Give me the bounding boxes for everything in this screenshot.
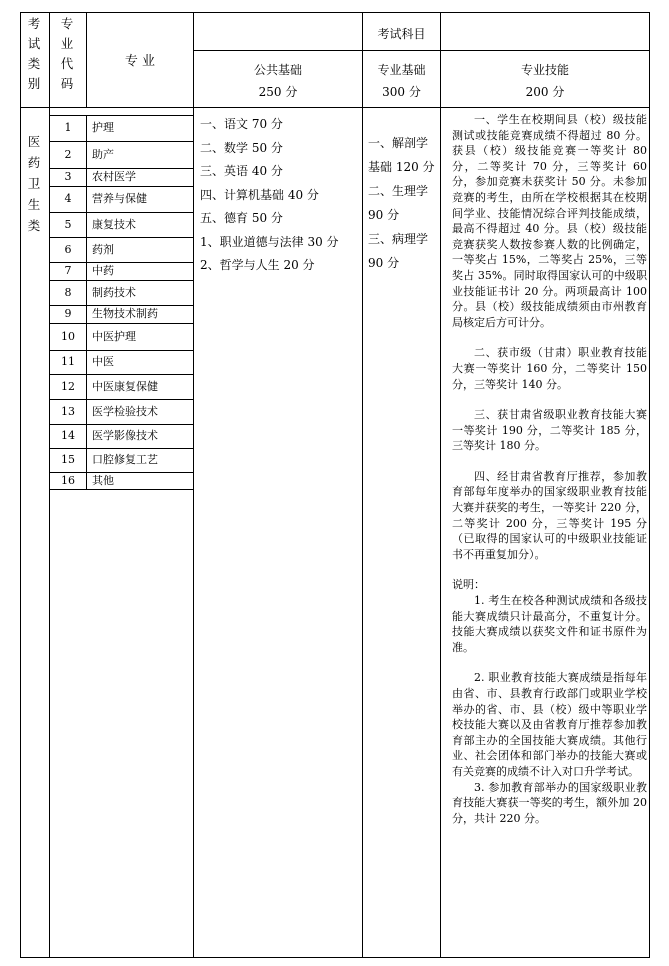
- major-name: 农村医学: [92, 170, 136, 183]
- major-code: 3: [64, 170, 72, 183]
- professional-base-header: 专业基础: [377, 63, 426, 77]
- major-code: 14: [61, 429, 75, 442]
- public-subject: 1、职业道德与法律 30 分: [200, 234, 339, 249]
- major-code: 2: [64, 147, 72, 161]
- major-name: 药剂: [92, 242, 114, 256]
- professional-subject: 90 分: [368, 256, 400, 270]
- skill-rule-3: 三、获甘肃省级职业教育技能大赛一等奖计 190 分，二等奖计 185 分，三等奖计 180 分。: [452, 408, 647, 453]
- major-name: 中药: [92, 264, 114, 277]
- professional-subject: 一、解剖学: [368, 136, 429, 150]
- public-subject: 一、语文 70 分: [200, 117, 283, 131]
- public-subject: 五、德育 50 分: [200, 211, 283, 225]
- major-name: 助产: [92, 147, 114, 161]
- major-name: 护理: [92, 121, 114, 134]
- major-code: 5: [64, 217, 72, 231]
- subjects-title: 考试科目: [377, 27, 426, 41]
- major-code: 13: [61, 404, 75, 418]
- professional-subject: 90 分: [368, 208, 400, 222]
- professional-subject: 基础 120 分: [368, 160, 435, 174]
- public-subject: 二、数学 50 分: [200, 140, 283, 155]
- skill-rule-2: 二、获市级（甘肃）职业教育技能大赛一等奖计 160 分，二等奖计 150 分，三等奖计 140 分。: [452, 346, 647, 391]
- major-code: 7: [64, 264, 72, 277]
- major-code: 8: [64, 285, 72, 299]
- major-code: 16: [61, 473, 75, 487]
- major-name: 中医: [92, 355, 114, 368]
- major-code: 1: [64, 121, 72, 134]
- public-subject: 四、计算机基础 40 分: [200, 187, 319, 202]
- professional-base-score: 300 分: [382, 85, 421, 99]
- major-name: 其他: [92, 473, 114, 487]
- major-code: 10: [61, 329, 75, 343]
- major-name: 营养与保健: [92, 192, 147, 205]
- major-name: 中医康复保健: [92, 379, 158, 393]
- major-name: 制药技术: [92, 285, 136, 299]
- note-3: 3. 参加教育部举办的国家级职业教育技能大赛获一等奖的考生，额外加 20 分，共计 220 分。: [452, 780, 647, 825]
- skill-rules: [452, 112, 647, 826]
- notes-label: 说明：: [452, 578, 485, 592]
- public-subject: 2、哲学与人生 20 分: [200, 258, 315, 272]
- major-code: 9: [64, 307, 72, 320]
- major-code: 15: [61, 453, 75, 466]
- professional-subject: 二、生理学: [368, 184, 429, 198]
- major-name: 康复技术: [92, 217, 136, 231]
- code-header: 专 业 代 码: [60, 16, 74, 91]
- major-name: 医学检验技术: [92, 404, 158, 418]
- major-code: 12: [61, 379, 75, 393]
- major-code: 6: [64, 242, 72, 256]
- major-header: 专 业: [124, 54, 156, 69]
- major-code: 4: [64, 192, 72, 205]
- public-subject: 三、英语 40 分: [200, 164, 283, 178]
- major-name: 生物技术制药: [92, 307, 158, 320]
- public-base-header: 公共基础: [253, 63, 302, 77]
- major-name: 口腔修复工艺: [92, 453, 158, 466]
- category-header: 考 试 类 别: [27, 16, 41, 91]
- note-1: 1. 考生在校各种测试成绩和各级技能大赛成绩只计最高分，不重复计分。技能大赛成绩以获奖文件和证书原件为准。: [452, 594, 647, 654]
- major-code: 11: [61, 355, 75, 368]
- skill-rule-4: 四、经甘肃省教育厅推荐，参加教育部每年度举办的国家级职业教育技能大赛并获奖的考生，一等奖计 220 分，二等奖计 200 分，三等奖计 195 分（已取得的国家认可的中级职业技能证书不再重复加分）。: [452, 469, 647, 561]
- professional-subject: 三、病理学: [368, 232, 429, 246]
- note-2: 2. 职业教育技能大赛成绩是指每年由省、市、县教育行政部门或职业学校举办的省、市、县（校）级中等职业学校技能大赛以及由省教育厅推荐参加教育部主办的全国技能大赛成绩。其他行业、社会团体和部门举办的技能大赛或有关竞赛的成绩不计入对口升学考试。: [452, 671, 647, 778]
- public-base-score: 250 分: [258, 85, 298, 99]
- category-label: 医 药 卫 生 类: [27, 134, 41, 233]
- major-name: 中医护理: [92, 329, 136, 343]
- professional-skill-header: 专业技能: [520, 63, 569, 77]
- skill-rule-1: 一、学生在校期间县（校）级技能测试或技能竞赛成绩不得超过 80 分。获县（校）级技能竞赛一等奖计 80 分，二等奖计 70 分，三等奖计 60 分，参加竞赛未获奖计 50 分。未参加竞赛的考生，由所在学校根据其在校期间学业、技能情况综合评判技能成绩，最高不得超过 40 分。县（校）级技能竞赛获奖人数按参赛人数的比例确定，一等奖占 15%，二等奖占 25%，三等奖占 35%。同时取得国家认可的中级职业技能证书计 20 分。两项最高计 100 分。县（校）级技能成绩须由市州教育局核定后方可计分。: [452, 113, 647, 329]
- major-name: 医学影像技术: [92, 429, 158, 442]
- professional-skill-score: 200 分: [525, 85, 565, 99]
